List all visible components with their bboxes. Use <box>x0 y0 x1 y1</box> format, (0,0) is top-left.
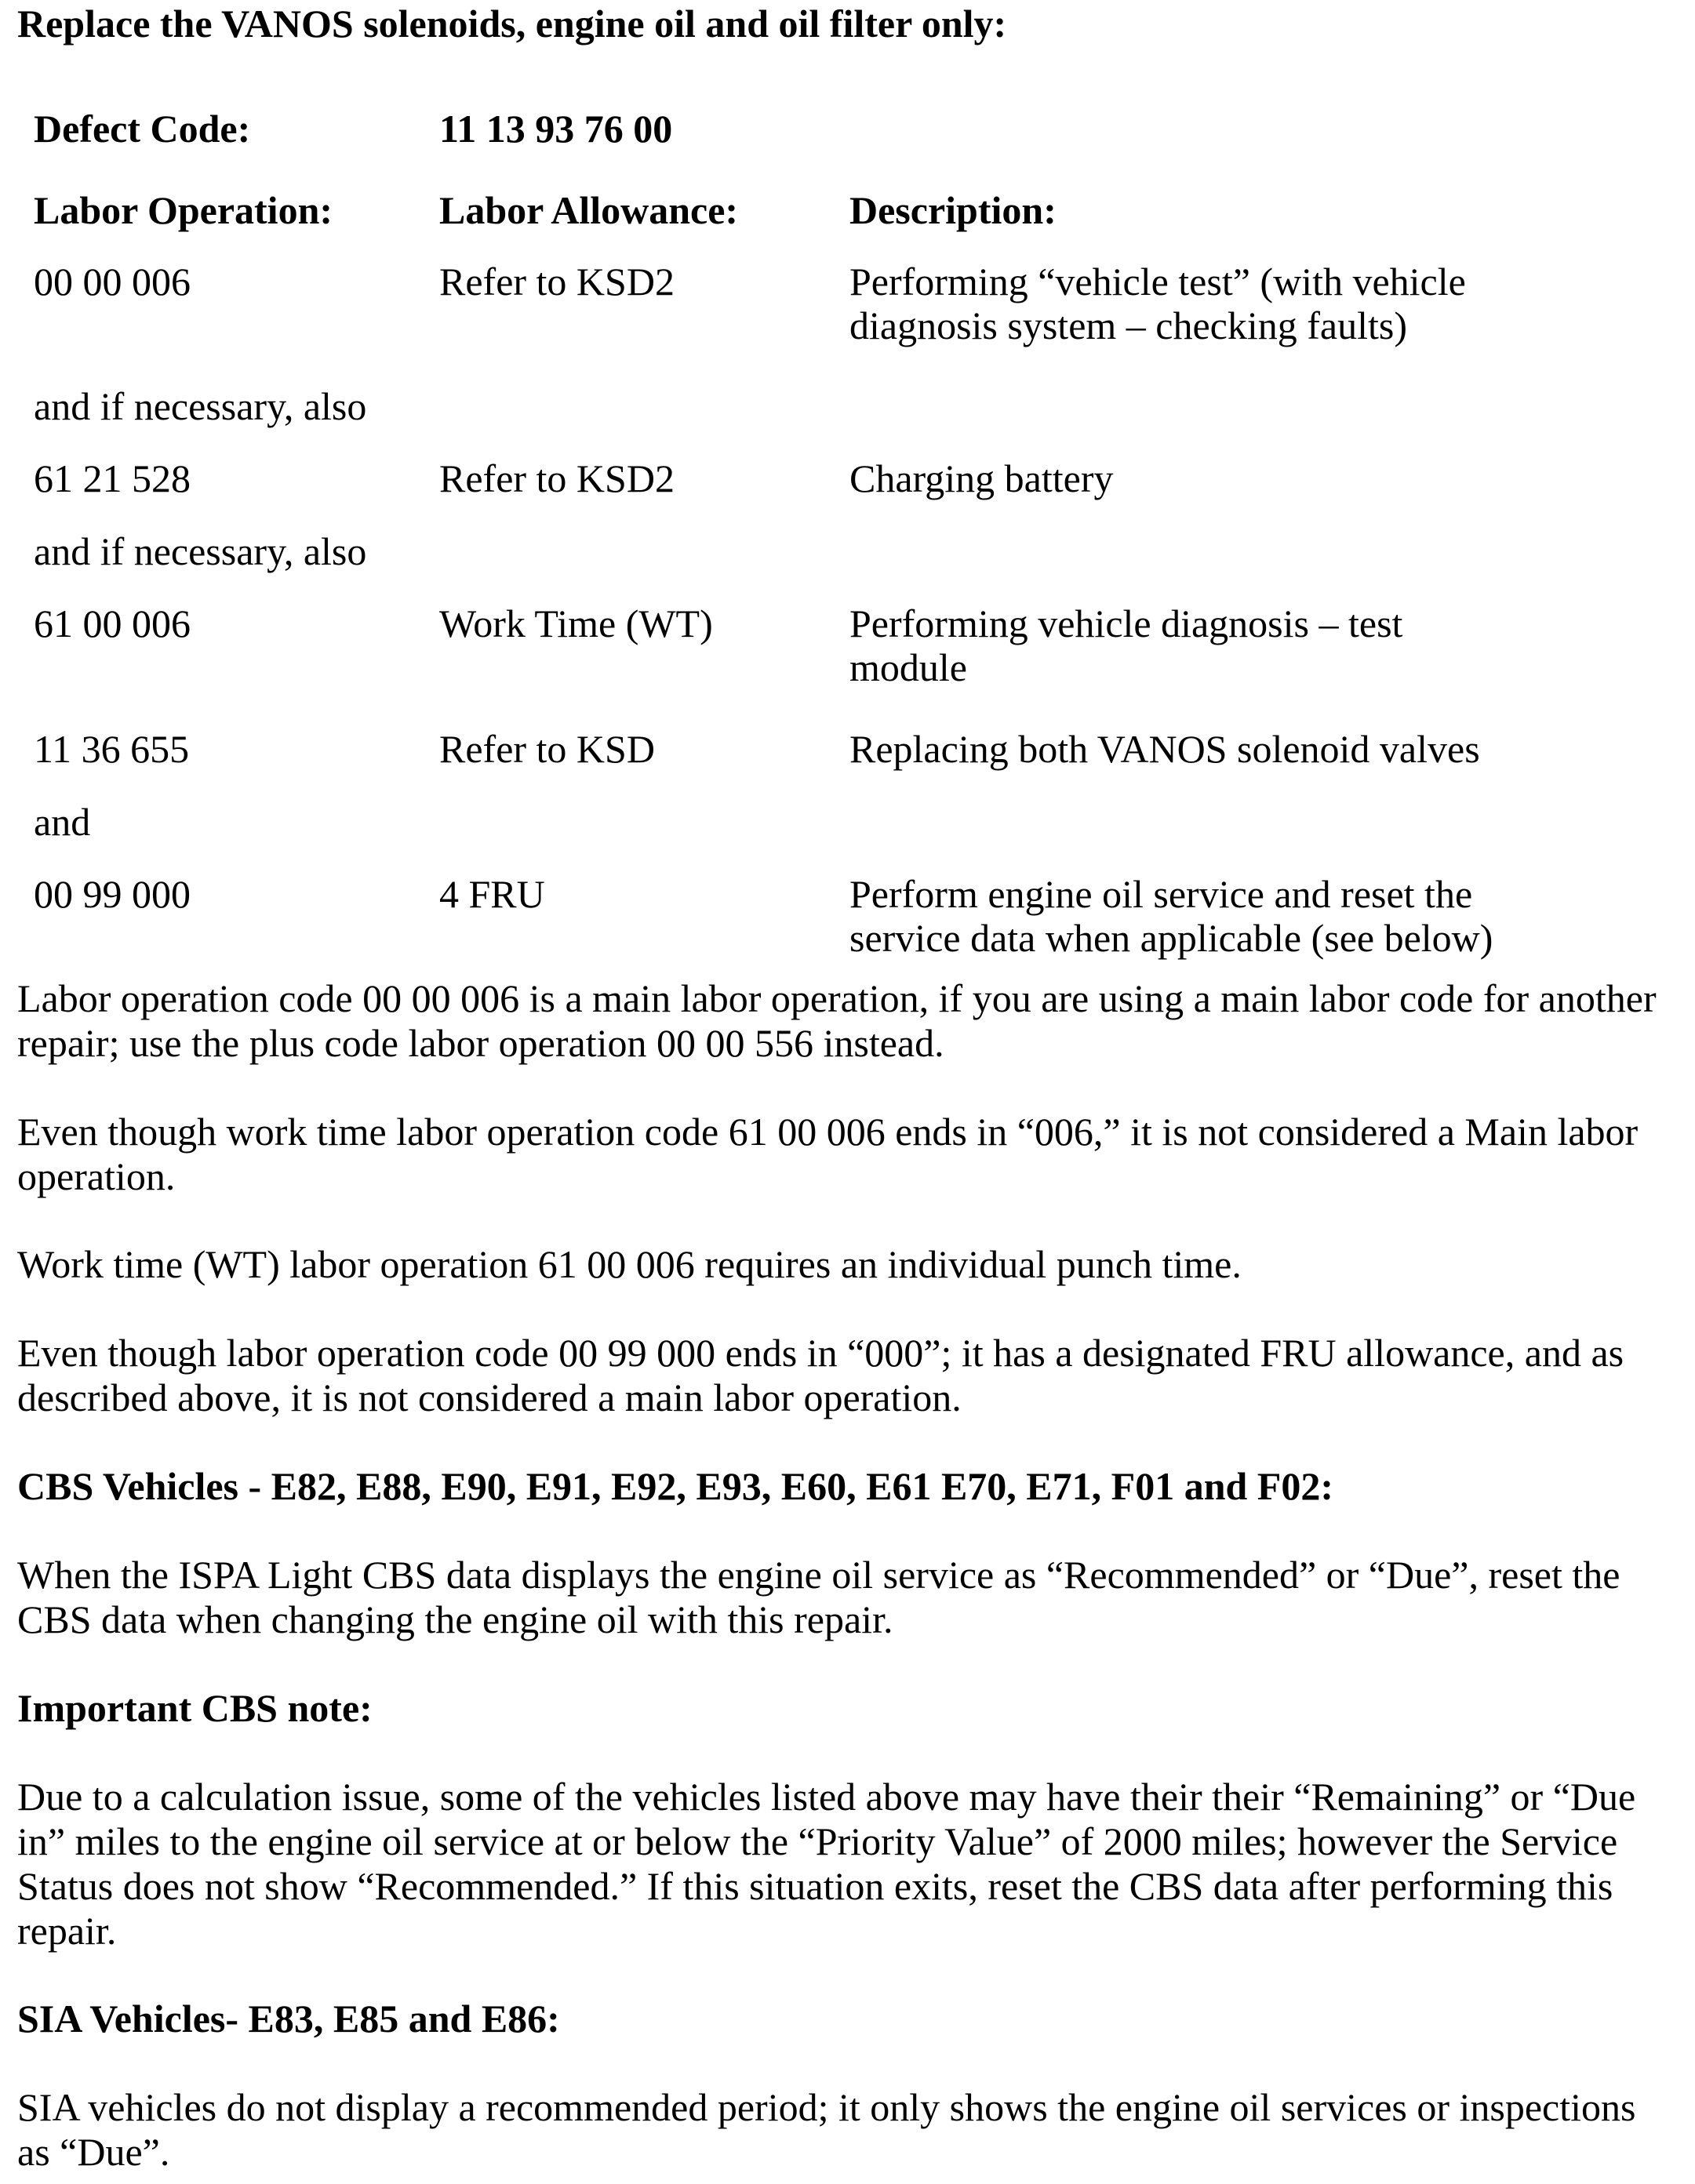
section-heading-sia-vehicles: SIA Vehicles- E83, E85 and E86: <box>17 1997 560 2040</box>
paragraph-line: repair; use the plus code labor operation 00 00 556 instead. <box>17 1021 944 1065</box>
paragraph-line: as “Due”. <box>17 2130 170 2174</box>
labor-allowance: Refer to KSD2 <box>439 456 675 500</box>
paragraph-line: described above, it is not considered a main labor operation. <box>17 1375 962 1419</box>
labor-operation-code: 00 00 006 <box>34 260 191 303</box>
description-line: Performing “vehicle test” (with vehicle <box>849 260 1466 303</box>
labor-allowance: Refer to KSD2 <box>439 260 675 303</box>
paragraph-sia-note <box>17 2085 1684 2175</box>
description-line: service data when applicable (see below) <box>849 916 1493 960</box>
labor-operation-code: 61 00 006 <box>34 601 191 645</box>
description-line: diagnosis system – checking faults) <box>849 303 1407 347</box>
paragraph-line: When the ISPA Light CBS data displays the engine oil service as “Recommended” or “Due”, reset the <box>17 1553 1620 1597</box>
defect-code-value: 11 13 93 76 00 <box>439 107 673 151</box>
paragraph-line: repair. <box>17 1909 117 1953</box>
paragraph-work-time-note <box>17 1110 1684 1199</box>
labor-allowance: 4 FRU <box>439 872 545 916</box>
labor-operation-code: 11 36 655 <box>34 727 190 771</box>
labor-operation-code: 61 21 528 <box>34 456 191 500</box>
paragraph-line: Work time (WT) labor operation 61 00 006 requires an individual punch time. <box>17 1242 1242 1286</box>
labor-allowance: Refer to KSD <box>439 727 655 771</box>
header-labor-operation: Labor Operation: <box>34 188 333 232</box>
defect-code-label: Defect Code: <box>34 107 251 151</box>
description-line: module <box>849 645 967 689</box>
connector-text: and <box>34 800 91 844</box>
header-description: Description: <box>849 188 1057 232</box>
paragraph-line: in” miles to the engine oil service at or below the “Priority Value” of 2000 miles; however the Service <box>17 1819 1618 1863</box>
labor-allowance: Work Time (WT) <box>439 601 713 645</box>
labor-operation-code: 00 99 000 <box>34 872 191 916</box>
paragraph-line: Labor operation code 00 00 006 is a main labor operation, if you are using a main labor code for another <box>17 976 1657 1020</box>
header-labor-allowance: Labor Allowance: <box>439 188 739 232</box>
paragraph-line: Even though work time labor operation code 61 00 006 ends in “006,” it is not considered a Main labor <box>17 1110 1639 1154</box>
paragraph-cbs-reset <box>17 1553 1684 1642</box>
paragraph-line: SIA vehicles do not display a recommended period; it only shows the engine oil services or inspections <box>17 2085 1636 2129</box>
section-heading-important-cbs-note: Important CBS note: <box>17 1686 373 1730</box>
connector-text: and if necessary, also <box>34 529 367 573</box>
paragraph-calculation-issue <box>17 1775 1684 1953</box>
connector-text: and if necessary, also <box>34 384 367 428</box>
paragraph-line: Due to a calculation issue, some of the vehicles listed above may have their their “Remaining” or “Due <box>17 1775 1636 1819</box>
paragraph-line: Even though labor operation code 00 99 000 ends in “000”; it has a designated FRU allowance, and as <box>17 1331 1624 1375</box>
paragraph-fru-note <box>17 1331 1684 1420</box>
description-line: Perform engine oil service and reset the <box>849 872 1473 916</box>
paragraph-punch-time-note <box>17 1242 1684 1287</box>
description-line: Replacing both VANOS solenoid valves <box>849 727 1480 771</box>
paragraph-line: Status does not show “Recommended.” If this situation exits, reset the CBS data after performing this <box>17 1864 1613 1908</box>
paragraph-line: CBS data when changing the engine oil with this repair. <box>17 1597 893 1641</box>
section-heading-cbs-vehicles: CBS Vehicles - E82, E88, E90, E91, E92, E93, E60, E61 E70, E71, F01 and F02: <box>17 1464 1334 1508</box>
paragraph-main-labor-note <box>17 976 1684 1066</box>
description-line: Charging battery <box>849 456 1114 500</box>
page-title: Replace the VANOS solenoids, engine oil and oil filter only: <box>17 2 1007 45</box>
description-line: Performing vehicle diagnosis – test <box>849 601 1403 645</box>
paragraph-line: operation. <box>17 1154 176 1198</box>
